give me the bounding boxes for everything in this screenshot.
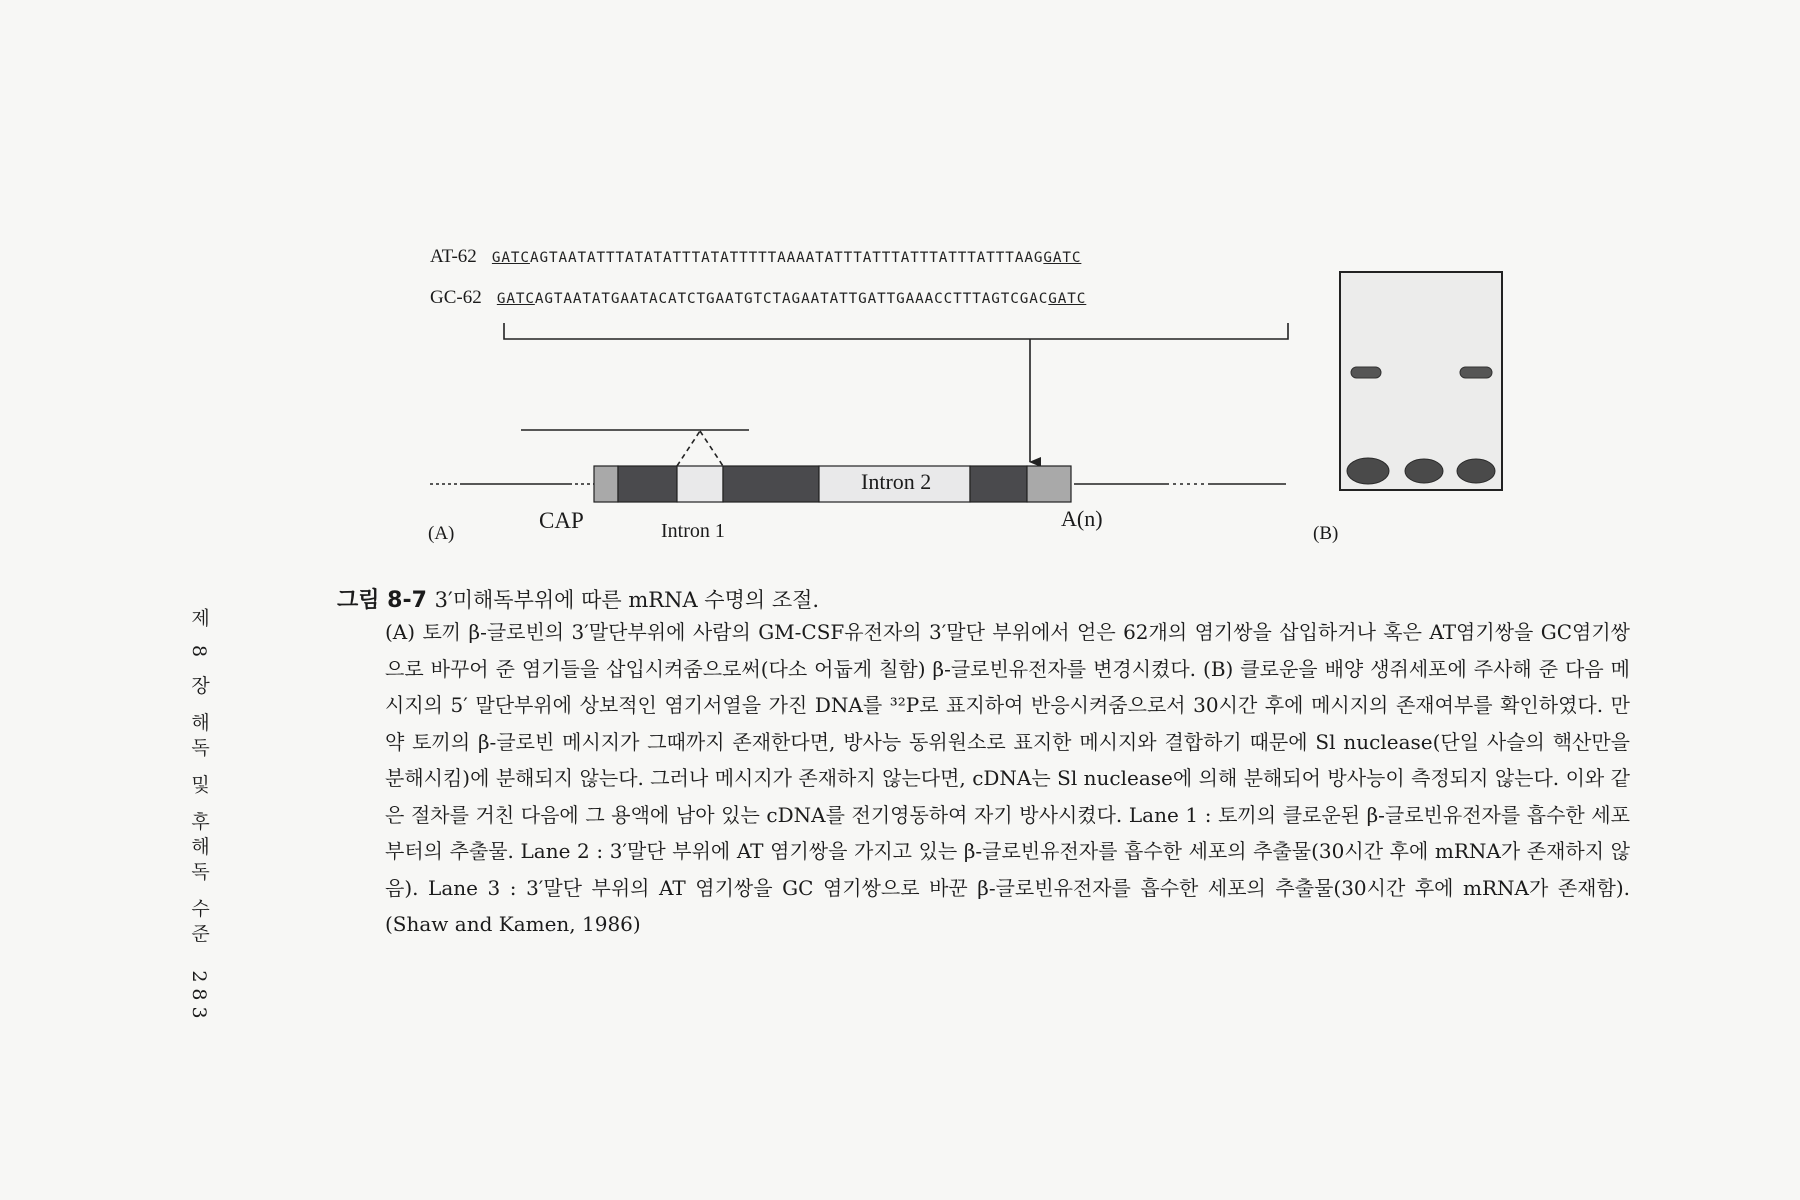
restriction-site: GATC bbox=[491, 250, 530, 266]
intron1-splice-right bbox=[700, 431, 723, 466]
gel-band-lane3-upper bbox=[1460, 367, 1492, 378]
sequence-label: AT-62 bbox=[430, 246, 477, 267]
exon1-segment bbox=[618, 466, 677, 502]
gel-band-lane2-lower bbox=[1405, 459, 1443, 483]
restriction-site: GATC bbox=[1043, 250, 1082, 266]
chapter-title: 제 8 장 해독 및 후해독 수준 bbox=[188, 608, 210, 949]
running-header bbox=[186, 608, 213, 1025]
utr5-segment bbox=[594, 466, 618, 502]
utr3-segment bbox=[1027, 466, 1071, 502]
figure-caption-title bbox=[337, 583, 819, 614]
restriction-site: GATC bbox=[1048, 291, 1087, 307]
gel-band-lane1-lower bbox=[1347, 458, 1389, 484]
gel-panel bbox=[1340, 272, 1502, 490]
intron1-segment bbox=[677, 466, 723, 502]
panel-b-label: (B) bbox=[1313, 523, 1339, 544]
figure-title: 3′미해독부위에 따른 mRNA 수명의 조절. bbox=[434, 588, 820, 612]
intron1-label: Intron 1 bbox=[661, 520, 725, 542]
panel-a-label: (A) bbox=[428, 523, 455, 544]
restriction-site: GATC bbox=[496, 291, 535, 307]
gel-band-lane1-upper bbox=[1351, 367, 1381, 378]
cap-label: CAP bbox=[539, 508, 584, 533]
intron2-label: Intron 2 bbox=[861, 469, 932, 494]
intron1-splice-left bbox=[677, 431, 700, 466]
figure-caption-body: (A) 토끼 β-글로빈의 3′말단부위에 사람의 GM-CSF유전자의 3′말단 부위에서 얻은 62개의 염기쌍을 삽입하거나 혹은 AT염기쌍을 GC염기쌍으로 바꾸어 준 염기들을 삽입시켜줌으로써(다소 어둡게 칠함) β-글로빈유전자를 변경시켰다. (B) 클로운을 배양 생쥐세포에 주사해 준 다음 메시지의 5′ 말단부위에 상보적인 염기서열을 가진 DNA를 ³²P로 표지하여 반응시켜줌으로서 30시간 후에 메시지의 존재여부를 확인하였다. 만약 토끼의 β-글로빈 메시지가 그때까지 존재한다면, 방사능 동위원소로 표지한 메시지와 결합하기 때문에 Sl nuclease(단일 사슬의 핵산만을 분해시킴)에 분해되지 않는다. 그러나 메시지가 존재하지 않는다면, cDNA는 Sl nuclease에 의해 분해되어 방사능이 측정되지 않는다. 이와 같은 절차를 거친 다음에 그 용액에 남아 있는 cDNA를 전기영동하여 자기 방사시켰다. Lane 1 : 토끼의 클로운된 β-글로빈유전자를 흡수한 세포부터의 추출물. Lane 2 : 3′말단 부위에 AT 염기쌍을 가지고 있는 β-글로빈유전자를 흡수한 세포의 추출물(30시간 후에 mRNA가 존재하지 않음). Lane 3 : 3′말단 부위의 AT 염기쌍을 GC 염기쌍으로 바꾼 β-글로빈유전자를 흡수한 세포의 추출물(30시간 후에 mRNA가 존재함). (Shaw and Kamen, 1986) bbox=[385, 620, 1630, 936]
gel-band-lane3-lower bbox=[1457, 459, 1495, 483]
exon3-segment bbox=[970, 466, 1027, 502]
exon2-segment bbox=[723, 466, 819, 502]
insert-bracket bbox=[504, 323, 1288, 339]
insert-sequence: AGTAATATTTATATATTTATATTTTTAAAATATTTATTTATTTATTTATTTAAG bbox=[529, 250, 1044, 266]
page-number: 283 bbox=[188, 970, 210, 1025]
figure-number: 그림 8-7 bbox=[337, 588, 427, 613]
sequence-label: GC-62 bbox=[430, 287, 482, 308]
polya-label: A(n) bbox=[1061, 506, 1103, 531]
insert-sequence: AGTAATATGAATACATCTGAATGTCTAGAATATTGATTGAAACCTTTAGTCGAC bbox=[534, 291, 1049, 307]
